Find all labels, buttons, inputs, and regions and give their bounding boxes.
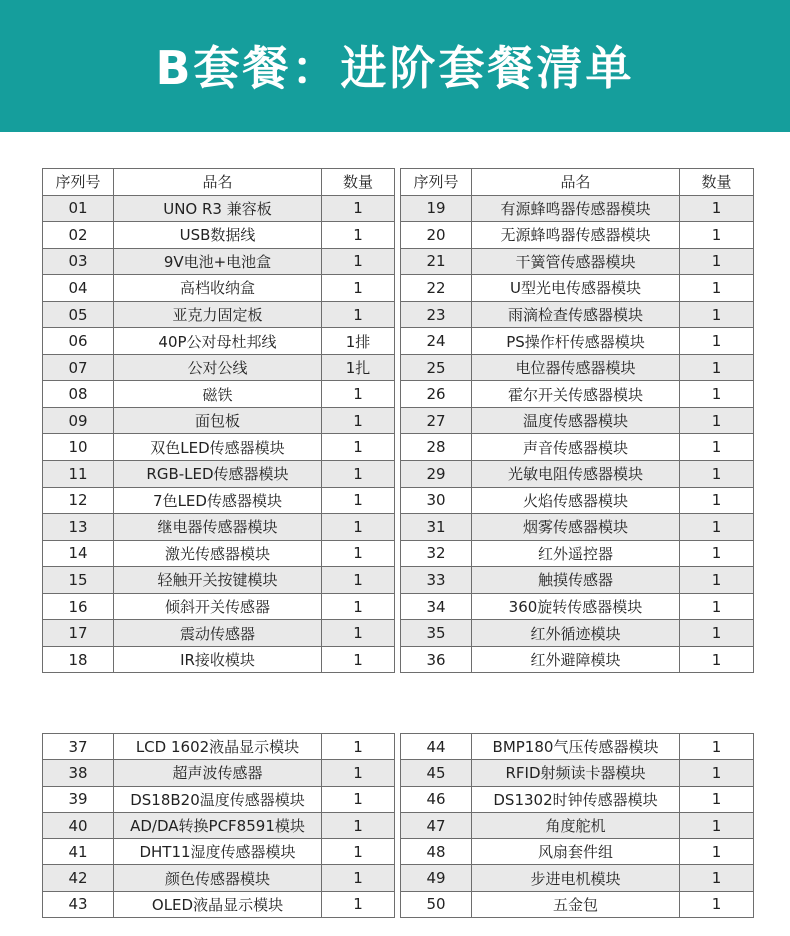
item-name: 五金包: [472, 891, 680, 917]
item-quantity: 1: [322, 461, 395, 488]
item-quantity: 1: [680, 487, 754, 514]
item-quantity: 1: [322, 734, 395, 760]
table-row: [401, 646, 754, 673]
item-index: 35: [401, 620, 472, 647]
table-row: [401, 248, 754, 275]
header-name: 品名: [472, 169, 680, 196]
header-index: 序列号: [401, 169, 472, 196]
item-quantity: 1: [680, 328, 754, 355]
table-row: [401, 434, 754, 461]
table-row: [401, 222, 754, 249]
item-quantity: 1: [322, 301, 395, 328]
item-index: 20: [401, 222, 472, 249]
item-index: 22: [401, 275, 472, 302]
item-index: 07: [43, 354, 114, 381]
item-quantity: 1: [680, 514, 754, 541]
item-name: 步进电机模块: [472, 865, 680, 891]
item-name: AD/DA转换PCF8591模块: [114, 812, 322, 838]
item-index: 45: [401, 760, 472, 786]
item-name: BMP180气压传感器模块: [472, 734, 680, 760]
header-index: 序列号: [43, 169, 114, 196]
item-name: 360旋转传感器模块: [472, 593, 680, 620]
item-quantity: 1: [680, 865, 754, 891]
table-row: [43, 540, 395, 567]
item-quantity: 1: [680, 646, 754, 673]
item-name: 烟雾传感器模块: [472, 514, 680, 541]
item-index: 23: [401, 301, 472, 328]
table-row: [401, 786, 754, 812]
item-index: 24: [401, 328, 472, 355]
item-index: 18: [43, 646, 114, 673]
parts-table-1: [42, 168, 395, 673]
item-quantity: 1: [680, 812, 754, 838]
item-index: 11: [43, 461, 114, 488]
header-name: 品名: [114, 169, 322, 196]
table-row: [401, 734, 754, 760]
item-index: 47: [401, 812, 472, 838]
item-quantity: 1排: [322, 328, 395, 355]
item-name: 无源蜂鸣器传感器模块: [472, 222, 680, 249]
table-row: [401, 593, 754, 620]
item-quantity: 1: [322, 891, 395, 917]
item-index: 43: [43, 891, 114, 917]
table-header-row: [401, 169, 754, 196]
item-index: 21: [401, 248, 472, 275]
table-row: [401, 865, 754, 891]
table-row: [43, 222, 395, 249]
item-index: 41: [43, 839, 114, 865]
table-row: [43, 812, 395, 838]
item-index: 36: [401, 646, 472, 673]
item-name: RFID射频读卡器模块: [472, 760, 680, 786]
item-name: 激光传感器模块: [114, 540, 322, 567]
item-quantity: 1: [680, 222, 754, 249]
item-quantity: 1: [322, 865, 395, 891]
item-name: 轻触开关按键模块: [114, 567, 322, 594]
item-quantity: 1: [680, 407, 754, 434]
item-index: 16: [43, 593, 114, 620]
item-quantity: 1: [680, 461, 754, 488]
item-index: 30: [401, 487, 472, 514]
item-name: 继电器传感器模块: [114, 514, 322, 541]
page-title: B套餐：进阶套餐清单: [155, 41, 635, 95]
item-name: RGB-LED传感器模块: [114, 461, 322, 488]
item-name: 公对公线: [114, 354, 322, 381]
item-quantity: 1: [322, 381, 395, 408]
table-row: [43, 328, 395, 355]
table-row: [43, 839, 395, 865]
item-index: 05: [43, 301, 114, 328]
item-index: 37: [43, 734, 114, 760]
item-index: 17: [43, 620, 114, 647]
item-quantity: 1: [322, 248, 395, 275]
item-name: 亚克力固定板: [114, 301, 322, 328]
table-row: [401, 812, 754, 838]
table-row: [401, 461, 754, 488]
table-row: [43, 567, 395, 594]
item-name: UNO R3 兼容板: [114, 195, 322, 222]
item-index: 15: [43, 567, 114, 594]
table-row: [401, 381, 754, 408]
item-quantity: 1: [680, 734, 754, 760]
item-quantity: 1: [322, 620, 395, 647]
table-header-row: [43, 169, 395, 196]
table-row: [43, 248, 395, 275]
table-row: [43, 381, 395, 408]
table-row: [401, 301, 754, 328]
item-quantity: 1: [322, 839, 395, 865]
table-row: [401, 195, 754, 222]
table-row: [43, 734, 395, 760]
item-index: 26: [401, 381, 472, 408]
item-name: 有源蜂鸣器传感器模块: [472, 195, 680, 222]
table-row: [43, 301, 395, 328]
item-quantity: 1: [322, 812, 395, 838]
table-row: [43, 514, 395, 541]
table-row: [401, 354, 754, 381]
item-name: DS18B20温度传感器模块: [114, 786, 322, 812]
item-quantity: 1: [322, 760, 395, 786]
item-name: DS1302时钟传感器模块: [472, 786, 680, 812]
item-quantity: 1: [680, 891, 754, 917]
item-index: 08: [43, 381, 114, 408]
item-index: 13: [43, 514, 114, 541]
item-quantity: 1: [680, 195, 754, 222]
item-name: 声音传感器模块: [472, 434, 680, 461]
item-quantity: 1: [680, 381, 754, 408]
item-index: 09: [43, 407, 114, 434]
item-quantity: 1: [680, 593, 754, 620]
item-quantity: 1: [322, 540, 395, 567]
table-row: [401, 620, 754, 647]
item-name: 霍尔开关传感器模块: [472, 381, 680, 408]
table-row: [43, 865, 395, 891]
item-quantity: 1: [680, 540, 754, 567]
table-row: [401, 760, 754, 786]
item-quantity: 1: [680, 275, 754, 302]
item-name: 干簧管传感器模块: [472, 248, 680, 275]
item-index: 48: [401, 839, 472, 865]
item-name: IR接收模块: [114, 646, 322, 673]
item-index: 39: [43, 786, 114, 812]
item-quantity: 1: [322, 222, 395, 249]
item-index: 38: [43, 760, 114, 786]
table-row: [401, 839, 754, 865]
item-index: 31: [401, 514, 472, 541]
item-quantity: 1: [322, 593, 395, 620]
table-row: [43, 593, 395, 620]
table-row: [401, 567, 754, 594]
item-index: 50: [401, 891, 472, 917]
item-quantity: 1: [322, 195, 395, 222]
item-index: 33: [401, 567, 472, 594]
item-name: 7色LED传感器模块: [114, 487, 322, 514]
table-row: [43, 461, 395, 488]
item-quantity: 1扎: [322, 354, 395, 381]
item-name: 高档收纳盒: [114, 275, 322, 302]
item-index: 12: [43, 487, 114, 514]
item-quantity: 1: [680, 786, 754, 812]
item-quantity: 1: [322, 487, 395, 514]
item-index: 32: [401, 540, 472, 567]
item-index: 44: [401, 734, 472, 760]
item-quantity: 1: [680, 248, 754, 275]
parts-table-4: [400, 733, 754, 918]
item-name: 震动传感器: [114, 620, 322, 647]
item-quantity: 1: [680, 354, 754, 381]
item-name: 风扇套件组: [472, 839, 680, 865]
item-name: U型光电传感器模块: [472, 275, 680, 302]
item-index: 28: [401, 434, 472, 461]
table-row: [43, 786, 395, 812]
parts-table-3: [42, 733, 395, 918]
item-name: 双色LED传感器模块: [114, 434, 322, 461]
item-quantity: 1: [322, 275, 395, 302]
item-name: 超声波传感器: [114, 760, 322, 786]
table-row: [401, 540, 754, 567]
item-index: 40: [43, 812, 114, 838]
parts-table-2: [400, 168, 754, 673]
item-index: 01: [43, 195, 114, 222]
item-quantity: 1: [680, 760, 754, 786]
table-row: [401, 328, 754, 355]
item-quantity: 1: [680, 301, 754, 328]
item-quantity: 1: [322, 514, 395, 541]
table-row: [43, 891, 395, 917]
item-index: 25: [401, 354, 472, 381]
table-row: [43, 620, 395, 647]
item-name: 磁铁: [114, 381, 322, 408]
item-name: 红外循迹模块: [472, 620, 680, 647]
item-name: USB数据线: [114, 222, 322, 249]
item-index: 49: [401, 865, 472, 891]
item-name: 电位器传感器模块: [472, 354, 680, 381]
item-name: 红外遥控器: [472, 540, 680, 567]
item-index: 04: [43, 275, 114, 302]
item-index: 34: [401, 593, 472, 620]
item-quantity: 1: [322, 434, 395, 461]
table-row: [43, 760, 395, 786]
table-row: [401, 514, 754, 541]
header-qty: 数量: [680, 169, 754, 196]
table-row: [401, 891, 754, 917]
item-quantity: 1: [680, 434, 754, 461]
item-name: OLED液晶显示模块: [114, 891, 322, 917]
item-index: 19: [401, 195, 472, 222]
item-quantity: 1: [680, 620, 754, 647]
item-name: 40P公对母杜邦线: [114, 328, 322, 355]
item-index: 03: [43, 248, 114, 275]
item-index: 06: [43, 328, 114, 355]
table-row: [43, 407, 395, 434]
item-quantity: 1: [680, 839, 754, 865]
item-quantity: 1: [322, 786, 395, 812]
item-index: 46: [401, 786, 472, 812]
item-quantity: 1: [680, 567, 754, 594]
table-row: [43, 487, 395, 514]
item-name: 角度舵机: [472, 812, 680, 838]
item-name: 9V电池+电池盒: [114, 248, 322, 275]
item-name: LCD 1602液晶显示模块: [114, 734, 322, 760]
item-name: PS操作杆传感器模块: [472, 328, 680, 355]
item-quantity: 1: [322, 407, 395, 434]
item-name: 颜色传感器模块: [114, 865, 322, 891]
table-row: [43, 354, 395, 381]
item-name: 触摸传感器: [472, 567, 680, 594]
header-qty: 数量: [322, 169, 395, 196]
item-name: DHT11湿度传感器模块: [114, 839, 322, 865]
table-row: [401, 487, 754, 514]
item-name: 倾斜开关传感器: [114, 593, 322, 620]
table-row: [43, 434, 395, 461]
item-index: 29: [401, 461, 472, 488]
table-row: [401, 275, 754, 302]
item-name: 火焰传感器模块: [472, 487, 680, 514]
item-index: 27: [401, 407, 472, 434]
item-index: 14: [43, 540, 114, 567]
table-row: [43, 195, 395, 222]
table-row: [43, 646, 395, 673]
title-banner: [0, 0, 790, 132]
item-name: 面包板: [114, 407, 322, 434]
item-name: 光敏电阻传感器模块: [472, 461, 680, 488]
item-name: 温度传感器模块: [472, 407, 680, 434]
item-index: 10: [43, 434, 114, 461]
item-name: 雨滴检查传感器模块: [472, 301, 680, 328]
item-quantity: 1: [322, 567, 395, 594]
item-index: 02: [43, 222, 114, 249]
table-row: [43, 275, 395, 302]
item-name: 红外避障模块: [472, 646, 680, 673]
item-quantity: 1: [322, 646, 395, 673]
table-row: [401, 407, 754, 434]
item-index: 42: [43, 865, 114, 891]
